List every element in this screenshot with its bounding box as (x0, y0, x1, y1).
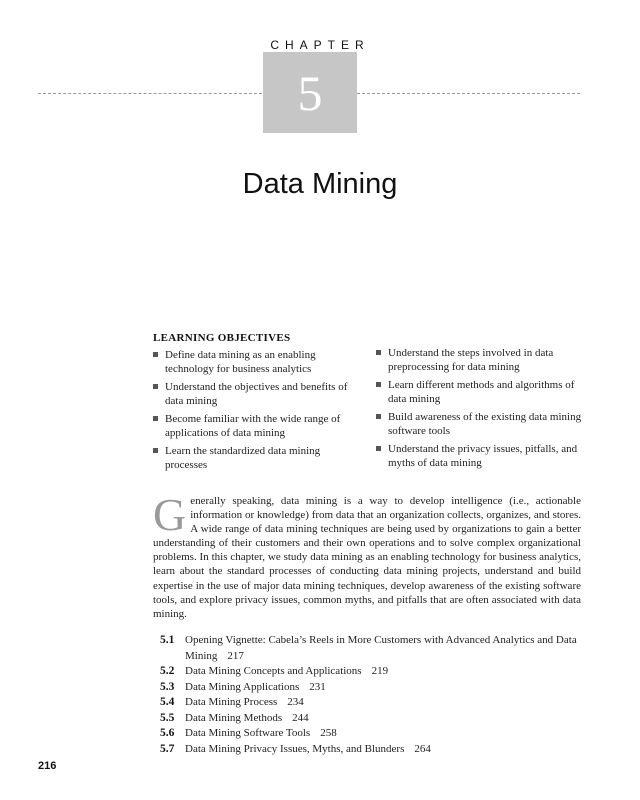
toc-text (185, 726, 590, 742)
toc-entry (160, 711, 590, 727)
objectives-list-right (376, 346, 586, 474)
page-number: 216 (38, 760, 57, 772)
objective-item (153, 348, 363, 376)
toc-title: Data Mining Methods (185, 711, 283, 724)
square-bullet-icon (376, 446, 381, 451)
toc-title: Data Mining Applications (185, 680, 300, 693)
chapter-number: 5 (297, 64, 323, 121)
toc-page: 231 (309, 680, 326, 693)
objectives-heading: LEARNING OBJECTIVES (153, 332, 291, 344)
chapter-title: Data Mining (242, 168, 398, 200)
toc-entry (160, 695, 590, 711)
toc-entry (160, 680, 590, 696)
toc-number: 5.7 (160, 742, 175, 755)
toc-entry (160, 726, 590, 742)
toc-number: 5.4 (160, 696, 175, 708)
toc-text (185, 695, 590, 711)
toc-text (185, 664, 590, 680)
toc-page: 264 (414, 742, 431, 755)
square-bullet-icon (376, 414, 381, 419)
objective-text: Understand the objectives and benefits of data mining (165, 381, 348, 407)
toc-title: Opening Vignette: Cabela’s Reels in More Customers with Advanced Analytics and Data Mining (185, 634, 577, 662)
toc-number: 5.3 (160, 680, 175, 693)
objective-text: Learn different methods and algorithms of data mining (388, 379, 575, 405)
toc-entry (160, 664, 590, 680)
toc-page: 219 (371, 665, 389, 677)
objective-item (153, 380, 363, 408)
divider-left (38, 93, 262, 94)
toc-entry (160, 633, 590, 664)
toc-number: 5.5 (160, 711, 175, 724)
toc-text (185, 711, 590, 727)
objective-text: Build awareness of the existing data mining software tools (388, 411, 582, 437)
toc-entry (160, 742, 590, 758)
objective-text: Become familiar with the wide range of applications of data mining (165, 413, 341, 439)
toc-text (185, 633, 590, 664)
square-bullet-icon (376, 382, 381, 387)
toc-number: 5.6 (160, 727, 175, 739)
objective-text: Understand the privacy issues, pitfalls, and myths of data mining (388, 443, 578, 469)
toc-page: 258 (320, 727, 337, 739)
square-bullet-icon (153, 352, 158, 357)
objective-item (376, 346, 586, 374)
objective-text: Define data mining as an enabling technology for business analytics (165, 349, 316, 375)
toc-text (185, 680, 590, 696)
square-bullet-icon (153, 448, 158, 453)
toc-text (185, 742, 590, 758)
square-bullet-icon (153, 416, 158, 421)
objective-text: Understand the steps involved in data preprocessing for data mining (388, 347, 554, 373)
objective-item (376, 378, 586, 406)
toc-page: 234 (287, 696, 304, 708)
intro-text: enerally speaking, data mining is a way to develop intelligence (i.e., actionable information or knowledge) from data that an organization collects, organizes, and stores. A wide range of data mining techniques are being used by organizations to gain a better understanding of their customers and their own operations and to solve complex organizational problems. In this chapter, we study data mining as an enabling technology for business analytics, learn about the standard processes of conducting data mining projects, understand and build expertise in the use of major data mining techniques, develop awareness of the existing software tools, and explore privacy issues, common myths, and pitfalls that are often associated with data mining. (153, 495, 581, 620)
toc-number: 5.1 (160, 634, 175, 646)
chapter-number-box (263, 52, 357, 133)
toc-page: 244 (292, 711, 309, 724)
square-bullet-icon (376, 350, 381, 355)
objective-item (153, 412, 363, 440)
objectives-list-left (153, 348, 363, 476)
chapter-label: CHAPTER (270, 38, 370, 52)
drop-cap: G (153, 489, 187, 540)
divider-right (357, 93, 580, 94)
toc-title: Data Mining Software Tools (185, 727, 311, 739)
toc-title: Data Mining Concepts and Applications (185, 665, 362, 677)
objective-item (376, 442, 586, 470)
toc-page: 217 (227, 649, 244, 662)
toc-number: 5.2 (160, 665, 175, 677)
chapter-contents (160, 633, 590, 757)
square-bullet-icon (153, 384, 158, 389)
objective-item (153, 444, 363, 472)
intro-paragraph (153, 489, 581, 621)
toc-title: Data Mining Privacy Issues, Myths, and Blunders (185, 742, 405, 755)
objective-text: Learn the standardized data mining processes (165, 445, 321, 471)
toc-title: Data Mining Process (185, 696, 278, 708)
objective-item (376, 410, 586, 438)
